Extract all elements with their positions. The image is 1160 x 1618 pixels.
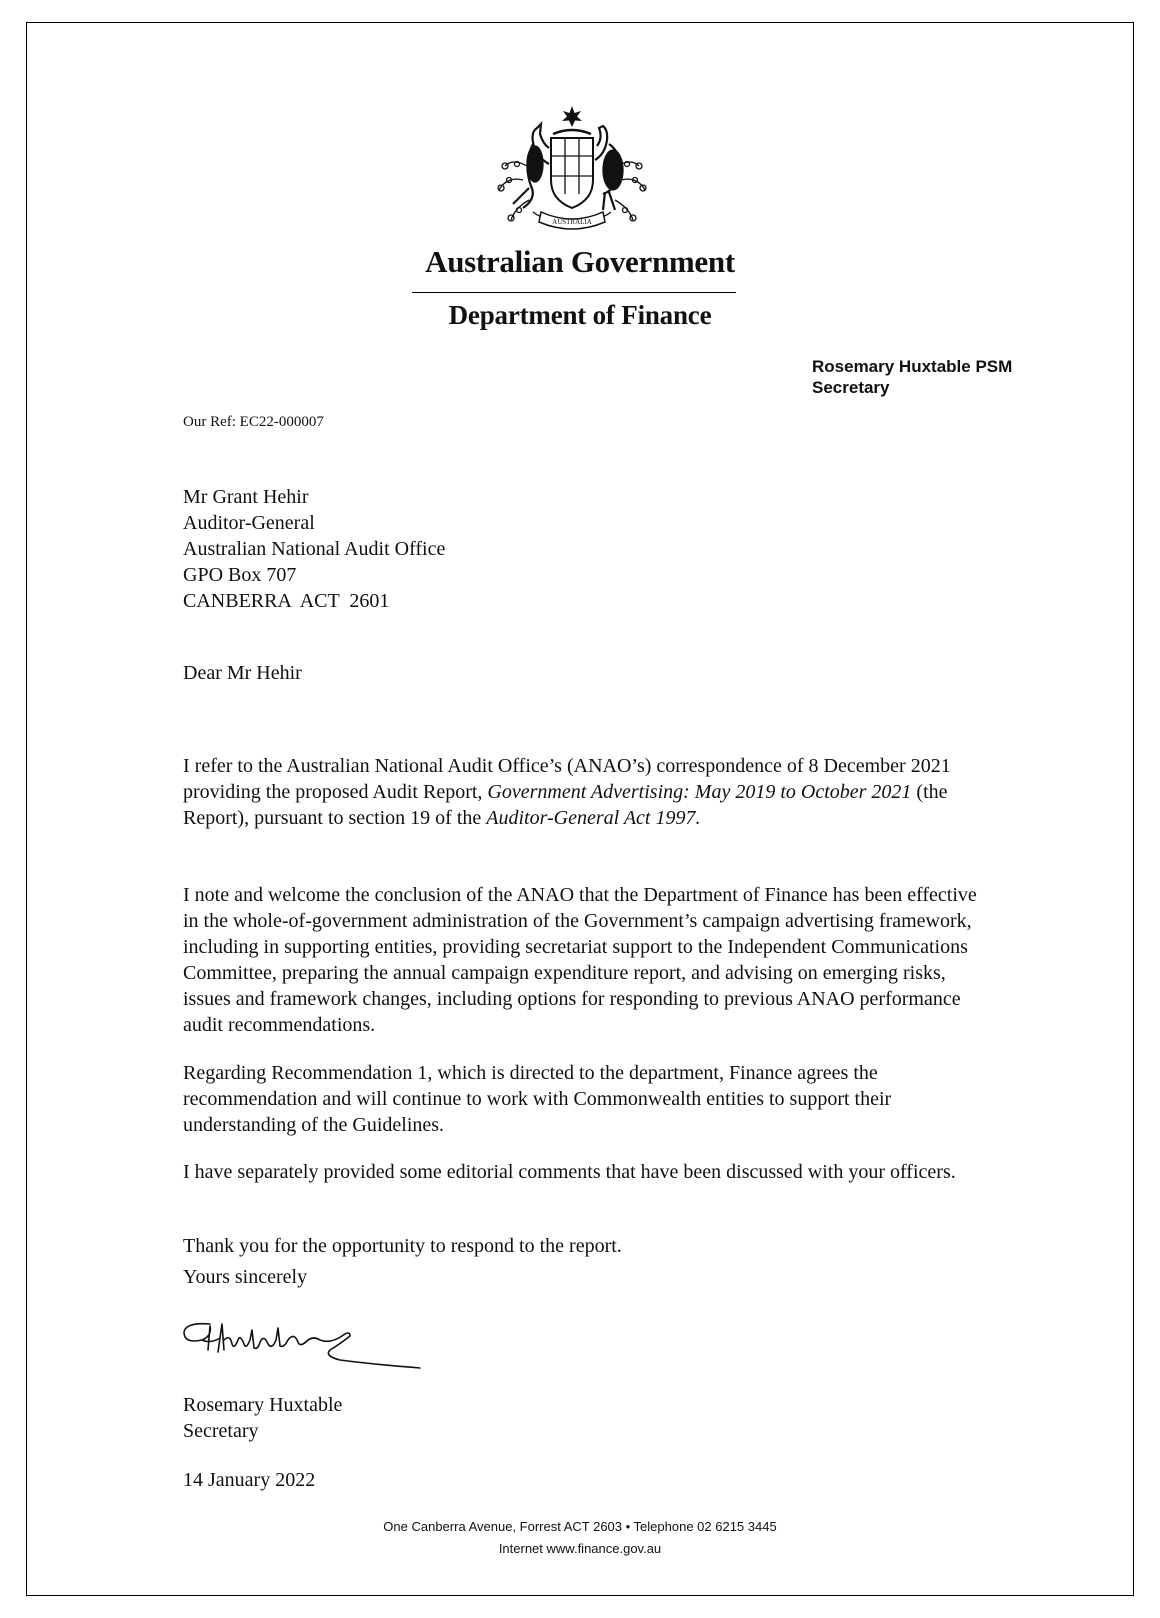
body-paragraph-4: I have separately provided some editorial comments that have been discussed with your officers. [183,1161,956,1183]
paragraph-text: (the Report), pursuant to section 19 of the [183,781,948,829]
footer-address: One Canberra Avenue, Forrest ACT 2603 • Telephone 02 6215 3445 [383,1519,777,1534]
report-title: Government Advertising: May 2019 to October 2021 [487,781,912,803]
sender-name: Rosemary Huxtable PSM [812,357,1013,376]
address-line: Auditor-General [183,512,315,534]
body-paragraph-2: I note and welcome the conclusion of the ANAO that the Department of Finance has been effective in the whole-of-government administration of the Government’s campaign advertising framework, including in supporting entities, providing secretariat support to the Independent Communications Committee, preparing the annual campaign expenditure report, and advising on emerging risks, issues and framework changes, including options for responding to previous ANAO performance audit recommendations. [183,884,977,1036]
signatory-name: Rosemary Huxtable [183,1394,343,1416]
sender-title: Secretary [812,378,890,397]
footer-website: Internet www.finance.gov.au [498,1541,662,1556]
department-name: Department of Finance [448,300,712,330]
signature-icon [180,1310,440,1390]
signatory-title: Secretary [183,1420,259,1442]
coat-of-arms-icon [493,104,651,236]
crest-scroll-text: AUSTRALIA [552,218,592,226]
reference-number: Our Ref: EC22-000007 [183,414,324,430]
salutation: Dear Mr Hehir [183,662,302,684]
agency-name: Australian Government [425,244,735,279]
sender-block [812,356,1012,398]
address-line: Australian National Audit Office [183,538,446,560]
act-title: Auditor-General Act 1997. [486,807,701,829]
letterhead-divider [412,292,736,293]
signatory-block [183,1392,993,1444]
footer [180,1516,980,1560]
address-line: GPO Box 707 [183,564,297,586]
body-paragraph-5: Thank you for the opportunity to respond to the report. [183,1235,622,1257]
body-paragraph-3: Regarding Recommendation 1, which is directed to the department, Finance agrees the recommendation and will continue to work with Commonwealth entities to support their understanding of the Guidelines. [183,1062,892,1136]
body-paragraph-1 [183,753,993,831]
letter-date: 14 January 2022 [183,1469,316,1491]
address-line: CANBERRA ACT 2601 [183,590,390,612]
address-line: Mr Grant Hehir [183,486,309,508]
closing: Yours sincerely [183,1266,308,1288]
paragraph-text: I refer to the Australian National Audit Office’s (ANAO’s) correspondence of 8 December 2021 providing the proposed Audit Report, [183,755,951,803]
recipient-address [183,484,993,614]
